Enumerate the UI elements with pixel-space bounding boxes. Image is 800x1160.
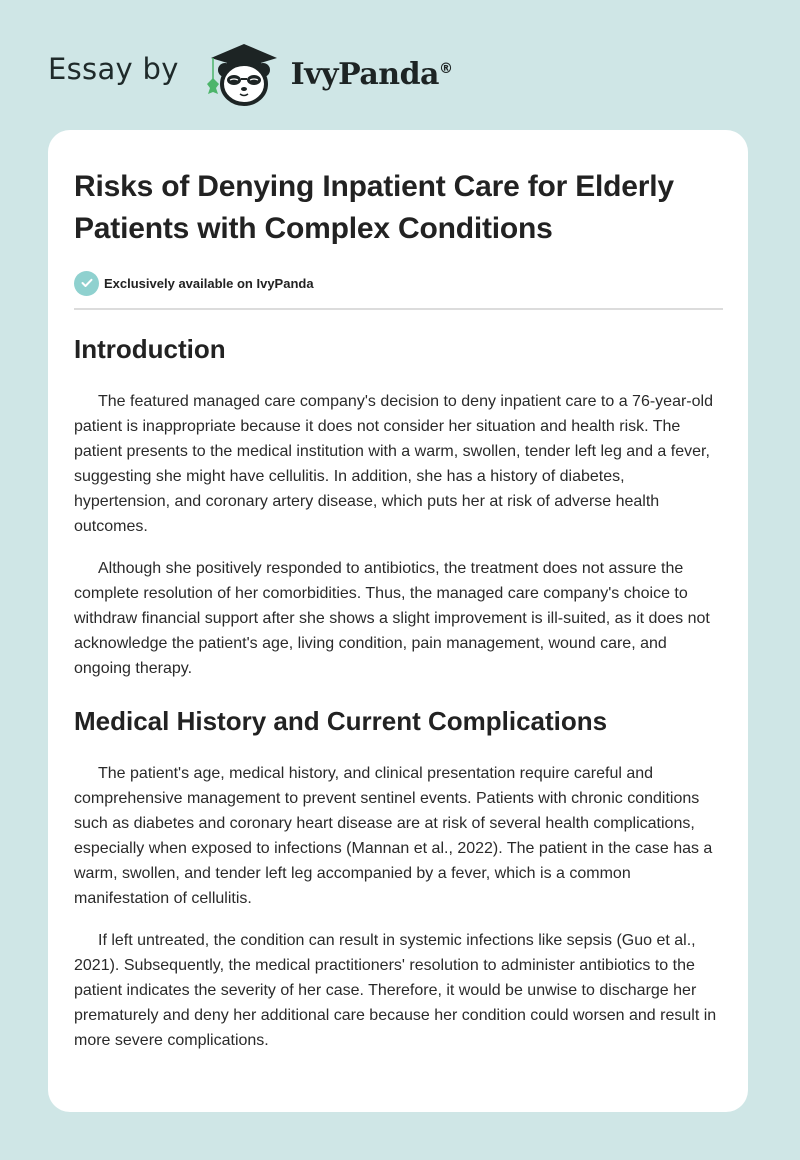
exclusive-badge [74, 270, 722, 296]
paragraph: If left untreated, the condition can result in systemic infections like sepsis (Guo et al., 2021). Subsequently, the medical practitioners' resolution to administer antibiotics to the patient indicates the severity of her case. Therefore, it would be unwise to discharge her prematurely and deny her additional care because her condition could worsen and result in more severe complications. [74, 932, 717, 1049]
panda-graduate-icon [199, 36, 285, 108]
paragraph: Although she positively responded to antibiotics, the treatment does not assure the complete resolution of her comorbidities. Thus, the managed care company's choice to withdraw financial support after she shows a slight improvement is ill-suited, as it does not acknowledge the patient's age, living condition, pain management, wound care, and ongoing therapy. [74, 560, 710, 677]
title-divider [74, 308, 723, 310]
section-heading-introduction: Introduction [74, 334, 226, 364]
brand-name-text: IvyPanda [290, 56, 439, 92]
essay-by-label: Essay by [48, 52, 179, 86]
essay-card [48, 130, 748, 1112]
paragraph: The featured managed care company's decision to deny inpatient care to a 76-year-old patient is inappropriate because it does not consider her situation and health risk. The patient presents to the medical institution with a warm, swollen, tender left leg and a fever, suggesting she might have cellulitis. In addition, she has a history of diabetes, hypertension, and coronary artery disease, which puts her at risk of adverse health outcomes. [74, 393, 713, 535]
section-heading-medical-history: Medical History and Current Complications [74, 706, 608, 736]
brand-logo-link[interactable] [48, 34, 453, 110]
site-header [0, 0, 800, 130]
registered-mark: ® [439, 60, 453, 77]
paragraph: The patient's age, medical history, and clinical presentation require careful and comprehensive management to prevent sentinel events. Patients with chronic conditions such as diabetes and coronary heart disease are at risk of several health complications, especially when exposed to infections (Mannan et al., 2022). The patient in the case has a warm, swollen, and tender left leg accompanied by a fever, which is a common manifestation of cellulitis. [74, 765, 713, 907]
brand-name [291, 57, 453, 92]
check-circle-icon [74, 271, 99, 296]
essay-title: Risks of Denying Inpatient Care for Elderly Patients with Complex Conditions [74, 170, 674, 245]
badge-text: Exclusively available on IvyPanda [104, 275, 314, 291]
